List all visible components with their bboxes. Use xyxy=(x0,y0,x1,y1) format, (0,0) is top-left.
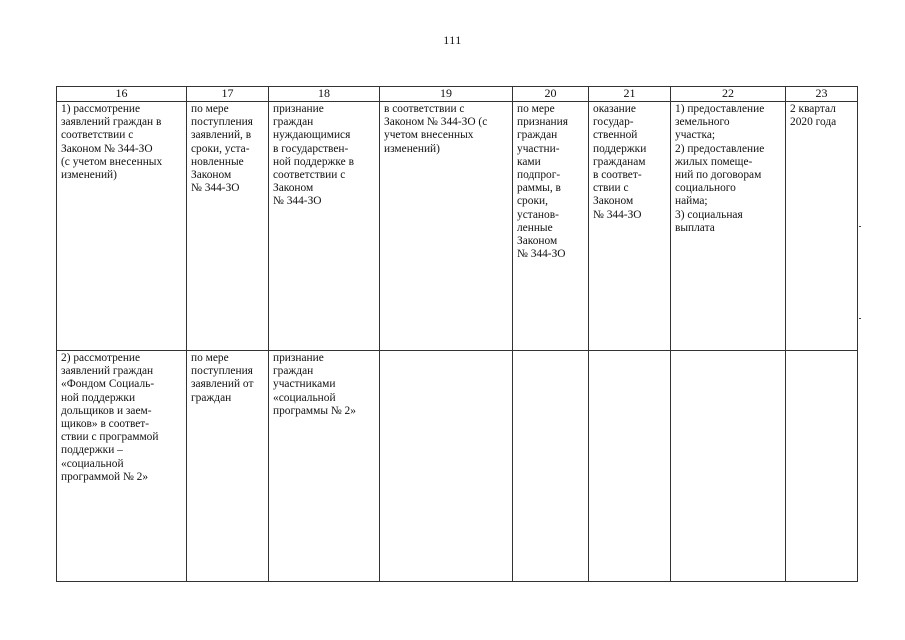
column-header: 18 xyxy=(269,87,380,102)
page-number: 111 xyxy=(443,33,462,47)
scan-mark xyxy=(859,318,861,319)
column-header: 22 xyxy=(671,87,786,102)
table-cell xyxy=(589,351,671,582)
column-header: 16 xyxy=(57,87,187,102)
column-header: 19 xyxy=(380,87,513,102)
table-cell: 1) рассмотрение заявлений граждан в соответствии с Законом № 344-ЗО (с учетом внесенных изменений) xyxy=(57,102,187,351)
column-header: 20 xyxy=(513,87,589,102)
table-cell xyxy=(380,351,513,582)
table-row xyxy=(57,102,858,351)
column-header: 17 xyxy=(187,87,269,102)
table-row xyxy=(57,351,858,582)
table-cell: оказание государ- ственной поддержки гражданам в соответ- ствии с Законом № 344-ЗО xyxy=(589,102,671,351)
table-cell: по мере поступления заявлений от граждан xyxy=(187,351,269,582)
table-cell xyxy=(671,351,786,582)
table-cell: по мере поступления заявлений, в сроки, уста- новленные Законом № 344-ЗО xyxy=(187,102,269,351)
scan-mark xyxy=(859,226,861,227)
column-header: 21 xyxy=(589,87,671,102)
table-cell: по мере признания граждан участни- ками подпрог- раммы, в сроки, установ- ленные Законом № 344-ЗО xyxy=(513,102,589,351)
table-header-row xyxy=(57,87,858,102)
table-cell: 1) предоставление земельного участка; 2) предоставление жилых помеще- ний по договорам социального найма; 3) социальная выплата xyxy=(671,102,786,351)
table-cell: в соответствии с Законом № 344-ЗО (с учетом внесенных изменений) xyxy=(380,102,513,351)
table-cell: признание граждан нуждающимися в государствен- ной поддержке в соответствии с Законом № 344-ЗО xyxy=(269,102,380,351)
table-cell: признание граждан участниками «социальной программы № 2» xyxy=(269,351,380,582)
table-cell xyxy=(786,351,858,582)
table-cell: 2) рассмотрение заявлений граждан «Фондом Социаль- ной поддержки дольщиков и заем- щиков» в соответ- ствии с программой поддержки – «социальной программой № 2» xyxy=(57,351,187,582)
table-cell: 2 квартал 2020 года xyxy=(786,102,858,351)
column-header: 23 xyxy=(786,87,858,102)
table-cell xyxy=(513,351,589,582)
data-table xyxy=(56,86,858,582)
